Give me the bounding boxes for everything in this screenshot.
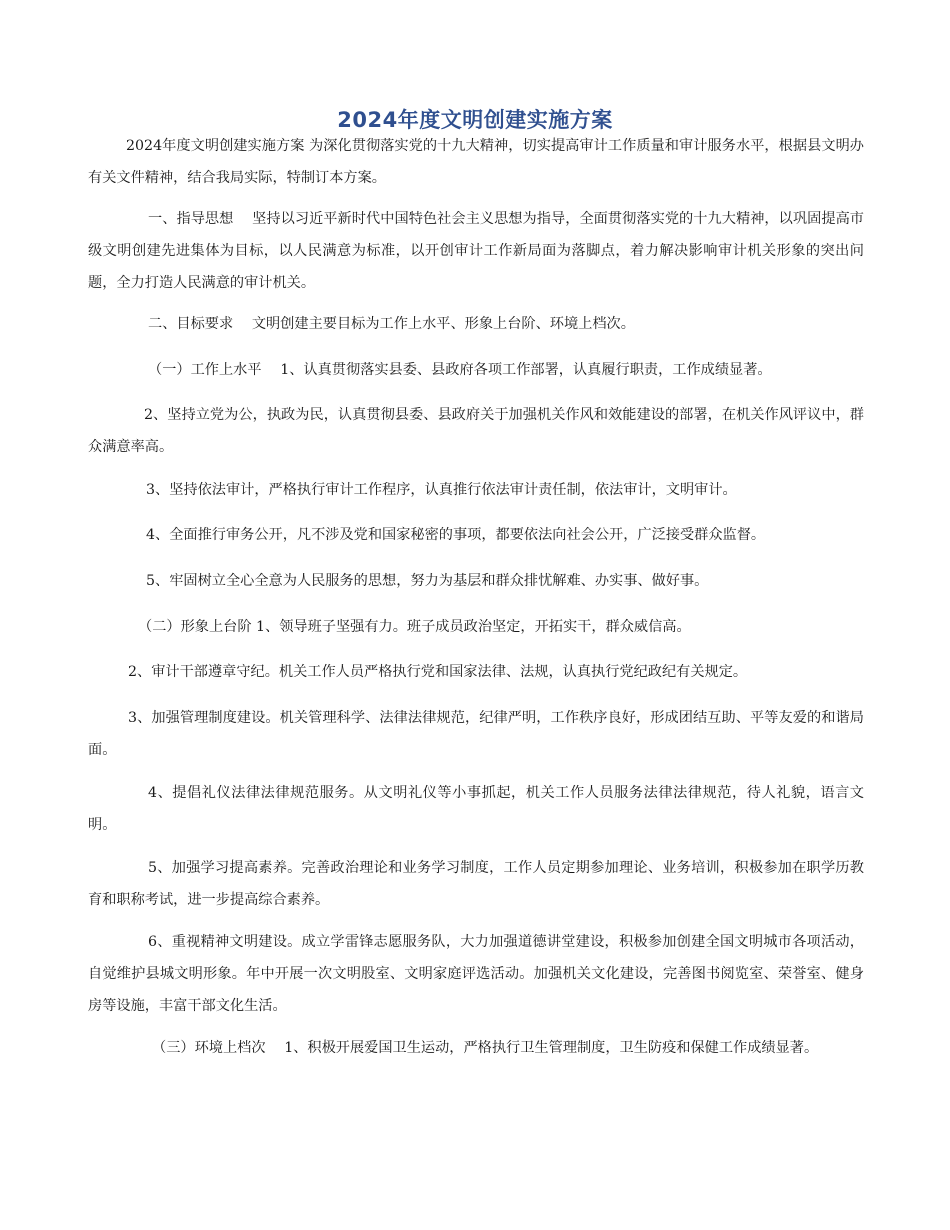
paragraph-goals: 二、目标要求 文明创建主要目标为工作上水平、形象上台阶、环境上档次。 bbox=[148, 316, 635, 332]
paragraph-work-level-4: 4、全面推行审务公开，凡不涉及党和国家秘密的事项，都要依法向社会公开，广泛接受群众监督。 bbox=[146, 527, 766, 543]
document-title: 2024年度文明创建实施方案 bbox=[337, 108, 613, 132]
paragraph-image-2: 2、审计干部遵章守纪。机关工作人员严格执行党和国家法律、法规，认真执行党纪政纪有关规定。 bbox=[128, 664, 748, 680]
paragraph-environment-1: （三）环境上档次 1、积极开展爱国卫生运动，严格执行卫生管理制度，卫生防疫和保健工作成绩显著。 bbox=[152, 1040, 819, 1056]
paragraph-image-3: 3、加强管理制度建设。机关管理科学、法律法律规范，纪律严明，工作秩序良好，形成团结互助、平等友爱的和谐局面。 bbox=[88, 710, 864, 758]
paragraph-work-level-3: 3、坚持依法审计，严格执行审计工作程序，认真推行依法审计责任制，依法审计，文明审计。 bbox=[146, 482, 737, 498]
paragraph-image-5: 5、加强学习提高素养。完善政治理论和业务学习制度，工作人员定期参加理论、业务培训，积极参加在职学历教育和职称考试，进一步提高综合素养。 bbox=[88, 860, 864, 908]
paragraph-work-level-5: 5、牢固树立全心全意为人民服务的思想，努力为基层和群众排忧解难、办实事、做好事。 bbox=[146, 573, 709, 589]
paragraph-image-1: （二）形象上台阶 1、领导班子坚强有力。班子成员政治坚定，开拓实干，群众威信高。 bbox=[138, 619, 691, 635]
paragraph-image-6: 6、重视精神文明建设。成立学雷锋志愿服务队，大力加强道德讲堂建设，积极参加创建全国文明城市各项活动，自觉维护县城文明形象。年中开展一次文明股室、文明家庭评选活动。加强机关文化建设，完善图书阅览室、荣誉室、健身房等设施，丰富干部文化生活。 bbox=[88, 934, 864, 1014]
paragraph-guiding-ideology: 一、指导思想 坚持以习近平新时代中国特色社会主义思想为指导，全面贯彻落实党的十九大精神，以巩固提高市级文明创建先进集体为目标，以人民满意为标准，以开创审计工作新局面为落脚点，着力解决影响审计机关形象的突出问题，全力打造人民满意的审计机关。 bbox=[88, 211, 864, 291]
paragraph-intro: 2024年度文明创建实施方案 为深化贯彻落实党的十九大精神，切实提高审计工作质量和审计服务水平，根据县文明办有关文件精神，结合我局实际，特制订本方案。 bbox=[88, 138, 864, 186]
paragraph-image-4: 4、提倡礼仪法律法律规范服务。从文明礼仪等小事抓起，机关工作人员服务法律法律规范，待人礼貌，语言文明。 bbox=[88, 785, 864, 833]
paragraph-work-level-2: 2、坚持立党为公，执政为民，认真贯彻县委、县政府关于加强机关作风和效能建设的部署，在机关作风评议中，群众满意率高。 bbox=[88, 407, 864, 455]
paragraph-work-level-1: （一）工作上水平 1、认真贯彻落实县委、县政府各项工作部署，认真履行职责，工作成绩显著。 bbox=[148, 362, 772, 378]
